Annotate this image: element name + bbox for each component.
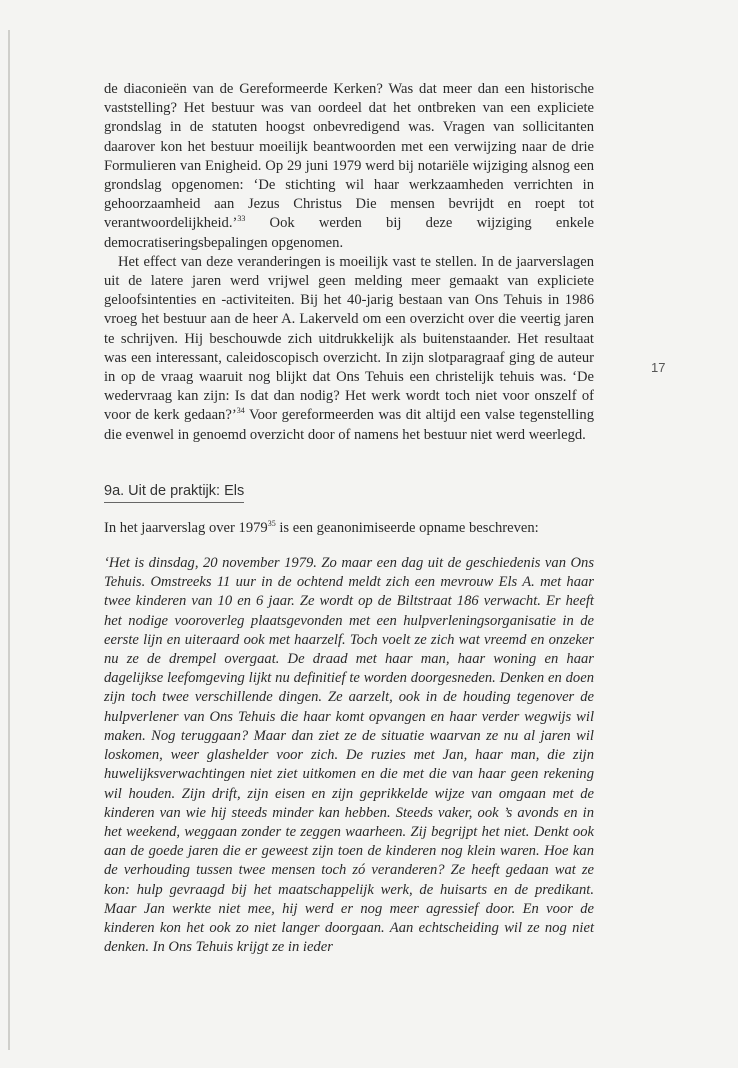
section-lead-text: In het jaarverslag over 1979 xyxy=(104,519,268,536)
section-heading: 9a. Uit de praktijk: Els xyxy=(104,483,244,503)
footnote-ref-35: 35 xyxy=(267,519,276,528)
block-quote: ‘Het is dinsdag, 20 november 1979. Zo maar een dag uit de geschiedenis van Ons Tehuis. Omstreeks 11 uur in de ochtend meldt zich een mevrouw Els A. met haar twee kinderen van 10 en 6 jaar. Ze wordt op de Biltstraat 186 verwacht. Er heeft het nodige vooroverleg plaatsgevonden met een hulpverleningsorganisatie in de eerste lijn en uiteraard ook met haarzelf. Toch voelt ze zich wat vreemd en onzeker nu ze de drempel overgaat. De draad met haar man, haar woning en haar dagelijkse leefomgeving lijkt nu definitief te worden doorgesneden. Denken en doen zijn toch twee verschillende dingen. Ze aarzelt, ook in de houding tegenover de hulpverlener van Ons Tehuis die haar komt opvangen en haar verder wegwijs wil maken. Nog teruggaan? Maar dan ziet ze de situatie waarvan ze nu al jaren wil loskomen, weer glashelder voor zich. De ruzies met Jan, haar man, die zijn huwelijksverwachtingen niet ziet uitkomen en die met die van haar geen rekening wil houden. Zijn drift, zijn eisen en zijn geprikkelde wijze van omgaan met de kinderen van wie hij steeds minder kan hebben. Steeds vaker, ook ’s avonds en in het weekend, weggaan zonder te zeggen waarheen. Zij begrijpt het niet. Denkt ook aan de goede jaren die er geweest zijn toen de kinderen nog klein waren. Hoe kan de verhouding tussen twee mensen toch zó veranderen? Ze heeft gedaan wat ze kon: hulp gevraagd bij het maatschappelijk werk, de huisarts en de predikant. Maar Jan werkte niet mee, hij werd er nog meer agressief door. En voor de kinderen kon het ook zo niet langer doorgaan. Aan echtscheiding wil ze nog niet denken. In Ons Tehuis krijgt ze in ieder xyxy=(104,555,594,956)
page-number: 17 xyxy=(651,360,666,375)
footnote-ref-33: 33 xyxy=(237,214,246,224)
paragraph-2 xyxy=(104,253,594,445)
paragraph-2-text: Het effect van deze veranderingen is moeilijk vast te stellen. In de jaarverslagen uit de latere jaren werd vrijwel geen melding meer gemaakt van expliciete geloofsintenties en -activiteiten. Bij het 40-jarig bestaan van Ons Tehuis in 1986 vroeg het bestuur aan de heer A. Lakerveld om een overzicht over die veertig jaren te schrijven. Hij beschouwde zich uitdrukkelijk als buitenstaander. Het resultaat was een interessant, caleidoscopisch overzicht. In zijn slotparagraaf ging de auteur in op de vraag waaruit nog blijkt dat Ons Tehuis een christelijk tehuis was. ‘De wedervraag kan zijn: Is dat dan nodig? Het werk wordt toch niet voor onszelf of voor de kerk gedaan?’ xyxy=(104,253,594,424)
page-binding-edge xyxy=(8,30,10,1050)
paragraph-1 xyxy=(104,80,594,253)
section-heading-wrap xyxy=(104,482,594,503)
paragraph-2-continuation: Voor gereformeerden was dit altijd een valse tegenstelling die evenwel in genoemd overzicht door of namens het bestuur niet werd weerlegd. xyxy=(104,407,594,443)
section-lead-text-end: is een geanonimiseerde opname beschreven: xyxy=(275,519,539,536)
paragraph-1-continuation: Ook werden bij deze wijziging enkele democratiseringsbepalingen opgenomen. xyxy=(104,215,594,251)
paragraph-1-text: de diaconieën van de Gereformeerde Kerken? Was dat meer dan een historische vaststelling? Het bestuur was van oordeel dat het ontbreken van een expliciete grondslag in de statuten hoogst onbevredigend was. Vragen van sollicitanten daarover kon het bestuur moeilijk beantwoorden met een verwijzing naar de drie Formulieren van Enigheid. Op 29 juni 1979 werd bij notariële wijziging alsnog een grondslag opgenomen: ‘De stichting wil haar werkzaamheden verrichten in gehoorzaamheid aan Jezus Christus Die mensen bevrijdt en roept tot verantwoordelijkheid.’ xyxy=(104,81,594,232)
text-column xyxy=(104,80,594,957)
section-lead xyxy=(104,519,594,538)
footnote-ref-34: 34 xyxy=(236,406,245,416)
